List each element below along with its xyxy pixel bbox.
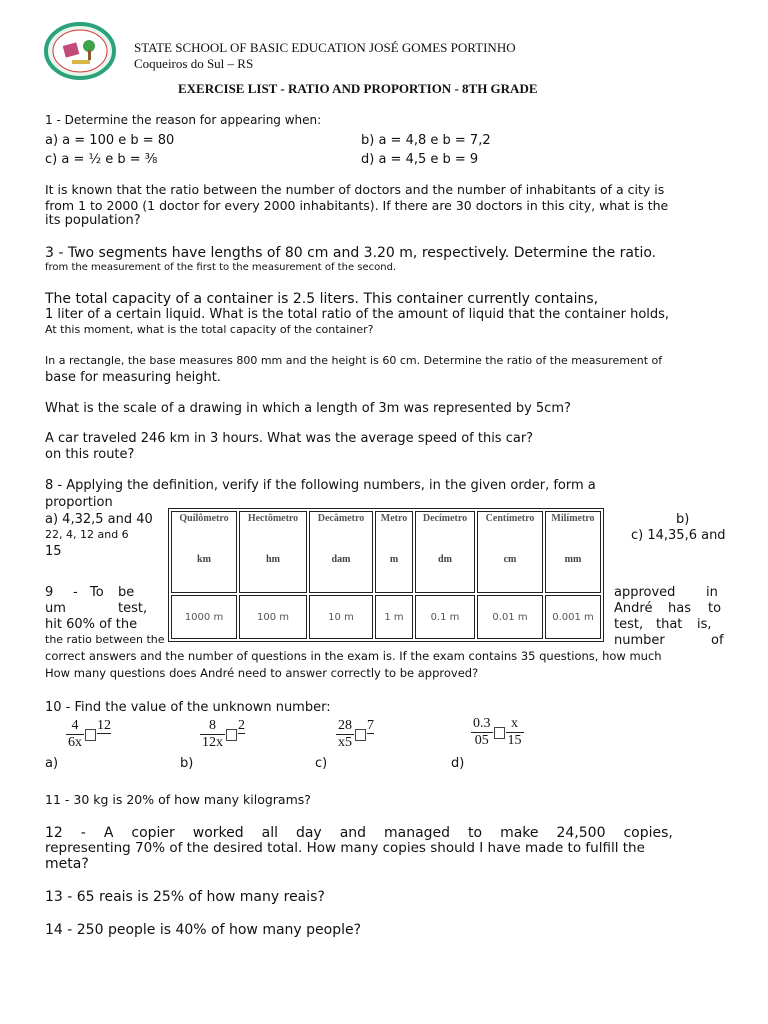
q9-w8: test, xyxy=(118,601,148,616)
q12-word: - xyxy=(80,825,86,841)
unit-name: Metro xyxy=(380,513,408,524)
unit-abbrev: km xyxy=(197,554,211,565)
unit-cell-m xyxy=(375,511,413,593)
q1-d: d) a = 4,5 e b = 9 xyxy=(361,152,479,167)
q3-line1: 3 - Two segments have lengths of 80 cm and 3.20 m, respectively. Determine the ratio. xyxy=(45,245,657,261)
q11: 11 - 30 kg is 20% of how many kilograms? xyxy=(45,792,311,807)
q7-line1: A car traveled 246 km in 3 hours. What was the average speed of this car? xyxy=(45,431,534,446)
q9-w6: in xyxy=(706,585,718,600)
q3-line2: from the measurement of the first to the measurement of the second. xyxy=(45,262,397,273)
unit-cell-mm xyxy=(545,511,601,593)
q8-a: a) 4,32,5 and 40 xyxy=(45,512,153,527)
unit-value: 1000 m xyxy=(171,595,237,639)
q12-word: copies, xyxy=(623,825,673,841)
units-values-row xyxy=(171,595,601,639)
q4-line1: The total capacity of a container is 2.5 liters. This container currently contains, xyxy=(45,291,599,307)
q12-word: A xyxy=(103,825,114,841)
fraction-right: 7 xyxy=(367,718,374,733)
q5-line2: base for measuring height. xyxy=(45,370,221,385)
fraction-numerator: 4 xyxy=(66,718,84,735)
unit-value: 100 m xyxy=(239,595,307,639)
q2-line3: its population? xyxy=(45,213,141,228)
fraction-denominator: 05 xyxy=(474,733,489,748)
q13: 13 - 65 reais is 25% of how many reais? xyxy=(45,889,325,905)
unit-abbrev: dm xyxy=(438,554,452,565)
q12-line2: representing 70% of the desired total. How many copies should I have made to fulfill the xyxy=(45,840,645,856)
unit-value: 10 m xyxy=(309,595,373,639)
units-table xyxy=(168,508,604,642)
fraction-numerator: x xyxy=(506,716,524,733)
q10-fraction-c xyxy=(336,718,374,751)
unit-name: Centímetro xyxy=(485,513,535,524)
q10-label-c: c) xyxy=(315,756,328,771)
unit-cell-cm xyxy=(477,511,543,593)
q4-line2: 1 liter of a certain liquid. What is the total ratio of the amount of liquid that the container holds, xyxy=(45,307,670,322)
q8-line1: 8 - Applying the definition, verify if the following numbers, in the given order, form a xyxy=(45,478,596,493)
q12-word: and xyxy=(339,825,367,841)
q4-line3: At this moment, what is the total capacity of the container? xyxy=(45,323,374,336)
unit-name: Quilômetro xyxy=(179,513,229,524)
school-name: STATE SCHOOL OF BASIC EDUCATION JOSÉ GOMES PORTINHO xyxy=(134,40,516,55)
q1-a: a) a = 100 e b = 80 xyxy=(45,133,175,148)
unit-name: Hectômetro xyxy=(247,513,299,524)
q9-w13: test, xyxy=(614,617,644,632)
q10-prompt: 10 - Find the value of the unknown number: xyxy=(45,700,331,715)
q12-line3: meta? xyxy=(45,856,89,872)
q9-w10: has xyxy=(668,601,691,616)
fraction-right: 12 xyxy=(97,718,111,733)
unit-cell-km xyxy=(171,511,237,593)
q14: 14 - 250 people is 40% of how many people? xyxy=(45,922,362,938)
q9-w7: um xyxy=(45,601,66,616)
unit-cell-dm xyxy=(415,511,475,593)
unit-name: Decâmetro xyxy=(317,513,365,524)
q8-b-values: 22, 4, 12 and 6 xyxy=(45,528,129,541)
q9-w5: approved xyxy=(614,585,676,600)
fraction-denominator: x5 xyxy=(338,735,352,750)
unit-cell-hm xyxy=(239,511,307,593)
unit-abbrev: m xyxy=(389,554,399,565)
q12-word: to xyxy=(468,825,483,841)
q2-line2: from 1 to 2000 (1 doctor for every 2000 inhabitants). If there are 30 doctors in this city, what is the xyxy=(45,198,669,213)
equals-placeholder-icon xyxy=(85,729,96,741)
q10-label-b: b) xyxy=(180,756,194,771)
q12-word: managed xyxy=(384,825,451,841)
school-city: Coqueiros do Sul – RS xyxy=(134,56,254,71)
fraction-denominator: 6x xyxy=(68,735,82,750)
q1-prompt: 1 - Determine the reason for appearing when: xyxy=(45,113,322,127)
fraction-denominator: 15 xyxy=(507,733,522,748)
q5-line1: In a rectangle, the base measures 800 mm and the height is 60 cm. Determine the ratio of the measurement of xyxy=(45,354,663,367)
q9-w12: hit 60% of the xyxy=(45,617,138,632)
q12-word: all xyxy=(261,825,278,841)
q12-word: copier xyxy=(131,825,175,841)
q12-word: worked xyxy=(192,825,244,841)
q9-line5: How many questions does André need to answer correctly to be approved? xyxy=(45,666,479,680)
q9-w3: To xyxy=(90,585,104,600)
q10-label-a: a) xyxy=(45,756,59,771)
q9-w4: be xyxy=(118,585,135,600)
q7-line2: on this route? xyxy=(45,447,135,462)
q8-c: c) 14,35,6 and xyxy=(631,528,726,543)
fraction-denominator: 12x xyxy=(202,735,223,750)
q9-w18: of xyxy=(711,633,724,648)
q8-c-cont: 15 xyxy=(45,544,62,559)
units-header-row xyxy=(171,511,601,593)
unit-value: 0.01 m xyxy=(477,595,543,639)
unit-value: 0.001 m xyxy=(545,595,601,639)
q12-line1 xyxy=(45,825,731,841)
unit-cell-dam xyxy=(309,511,373,593)
q10-fraction-a xyxy=(66,718,111,751)
q9-w15: is, xyxy=(697,617,712,632)
q9-w16: the ratio between the xyxy=(45,633,165,646)
unit-value: 0.1 m xyxy=(415,595,475,639)
q9-line4: correct answers and the number of questions in the exam is. If the exam contains 35 questions, how much xyxy=(45,649,662,663)
q12-word: 24,500 xyxy=(556,825,606,841)
q10-fraction-d xyxy=(471,716,524,749)
unit-value: 1 m xyxy=(375,595,413,639)
q9-w1: 9 xyxy=(45,585,54,600)
fraction-numerator: 0.3 xyxy=(473,716,491,731)
school-logo xyxy=(44,22,116,80)
fraction-numerator: 8 xyxy=(200,718,225,735)
q9-w9: André xyxy=(614,601,653,616)
equals-placeholder-icon xyxy=(226,729,237,741)
q9-w14: that xyxy=(656,617,683,632)
q9-w11: to xyxy=(708,601,722,616)
unit-abbrev: hm xyxy=(266,554,280,565)
fraction-right: 2 xyxy=(238,718,245,733)
q6-line1: What is the scale of a drawing in which a length of 3m was represented by 5cm? xyxy=(45,401,571,416)
q1-c: c) a = ½ e b = ⅜ xyxy=(45,152,158,167)
q9-w2: - xyxy=(73,585,78,600)
q12-word: make xyxy=(500,825,539,841)
page-title: EXERCISE LIST - RATIO AND PROPORTION - 8TH GRADE xyxy=(178,81,538,96)
q8-line2: proportion xyxy=(45,495,113,510)
unit-abbrev: mm xyxy=(564,554,582,565)
q2-line1: It is known that the ratio between the number of doctors and the number of inhabitants of a city is xyxy=(45,182,665,197)
unit-name: Decímetro xyxy=(422,513,468,524)
q12-word: day xyxy=(295,825,322,841)
q10-label-d: d) xyxy=(451,756,465,771)
equals-placeholder-icon xyxy=(355,729,366,741)
q10-fraction-b xyxy=(200,718,245,751)
q12-word: 12 xyxy=(45,825,63,841)
fraction-numerator: 28 xyxy=(338,718,352,733)
q9-w17: number xyxy=(614,633,665,648)
unit-name: Milímetro xyxy=(551,513,595,524)
equals-placeholder-icon xyxy=(494,727,505,739)
q1-b: b) a = 4,8 e b = 7,2 xyxy=(361,133,491,148)
unit-abbrev: dam xyxy=(331,554,351,565)
q8-b: b) xyxy=(676,512,690,527)
unit-abbrev: cm xyxy=(503,554,517,565)
